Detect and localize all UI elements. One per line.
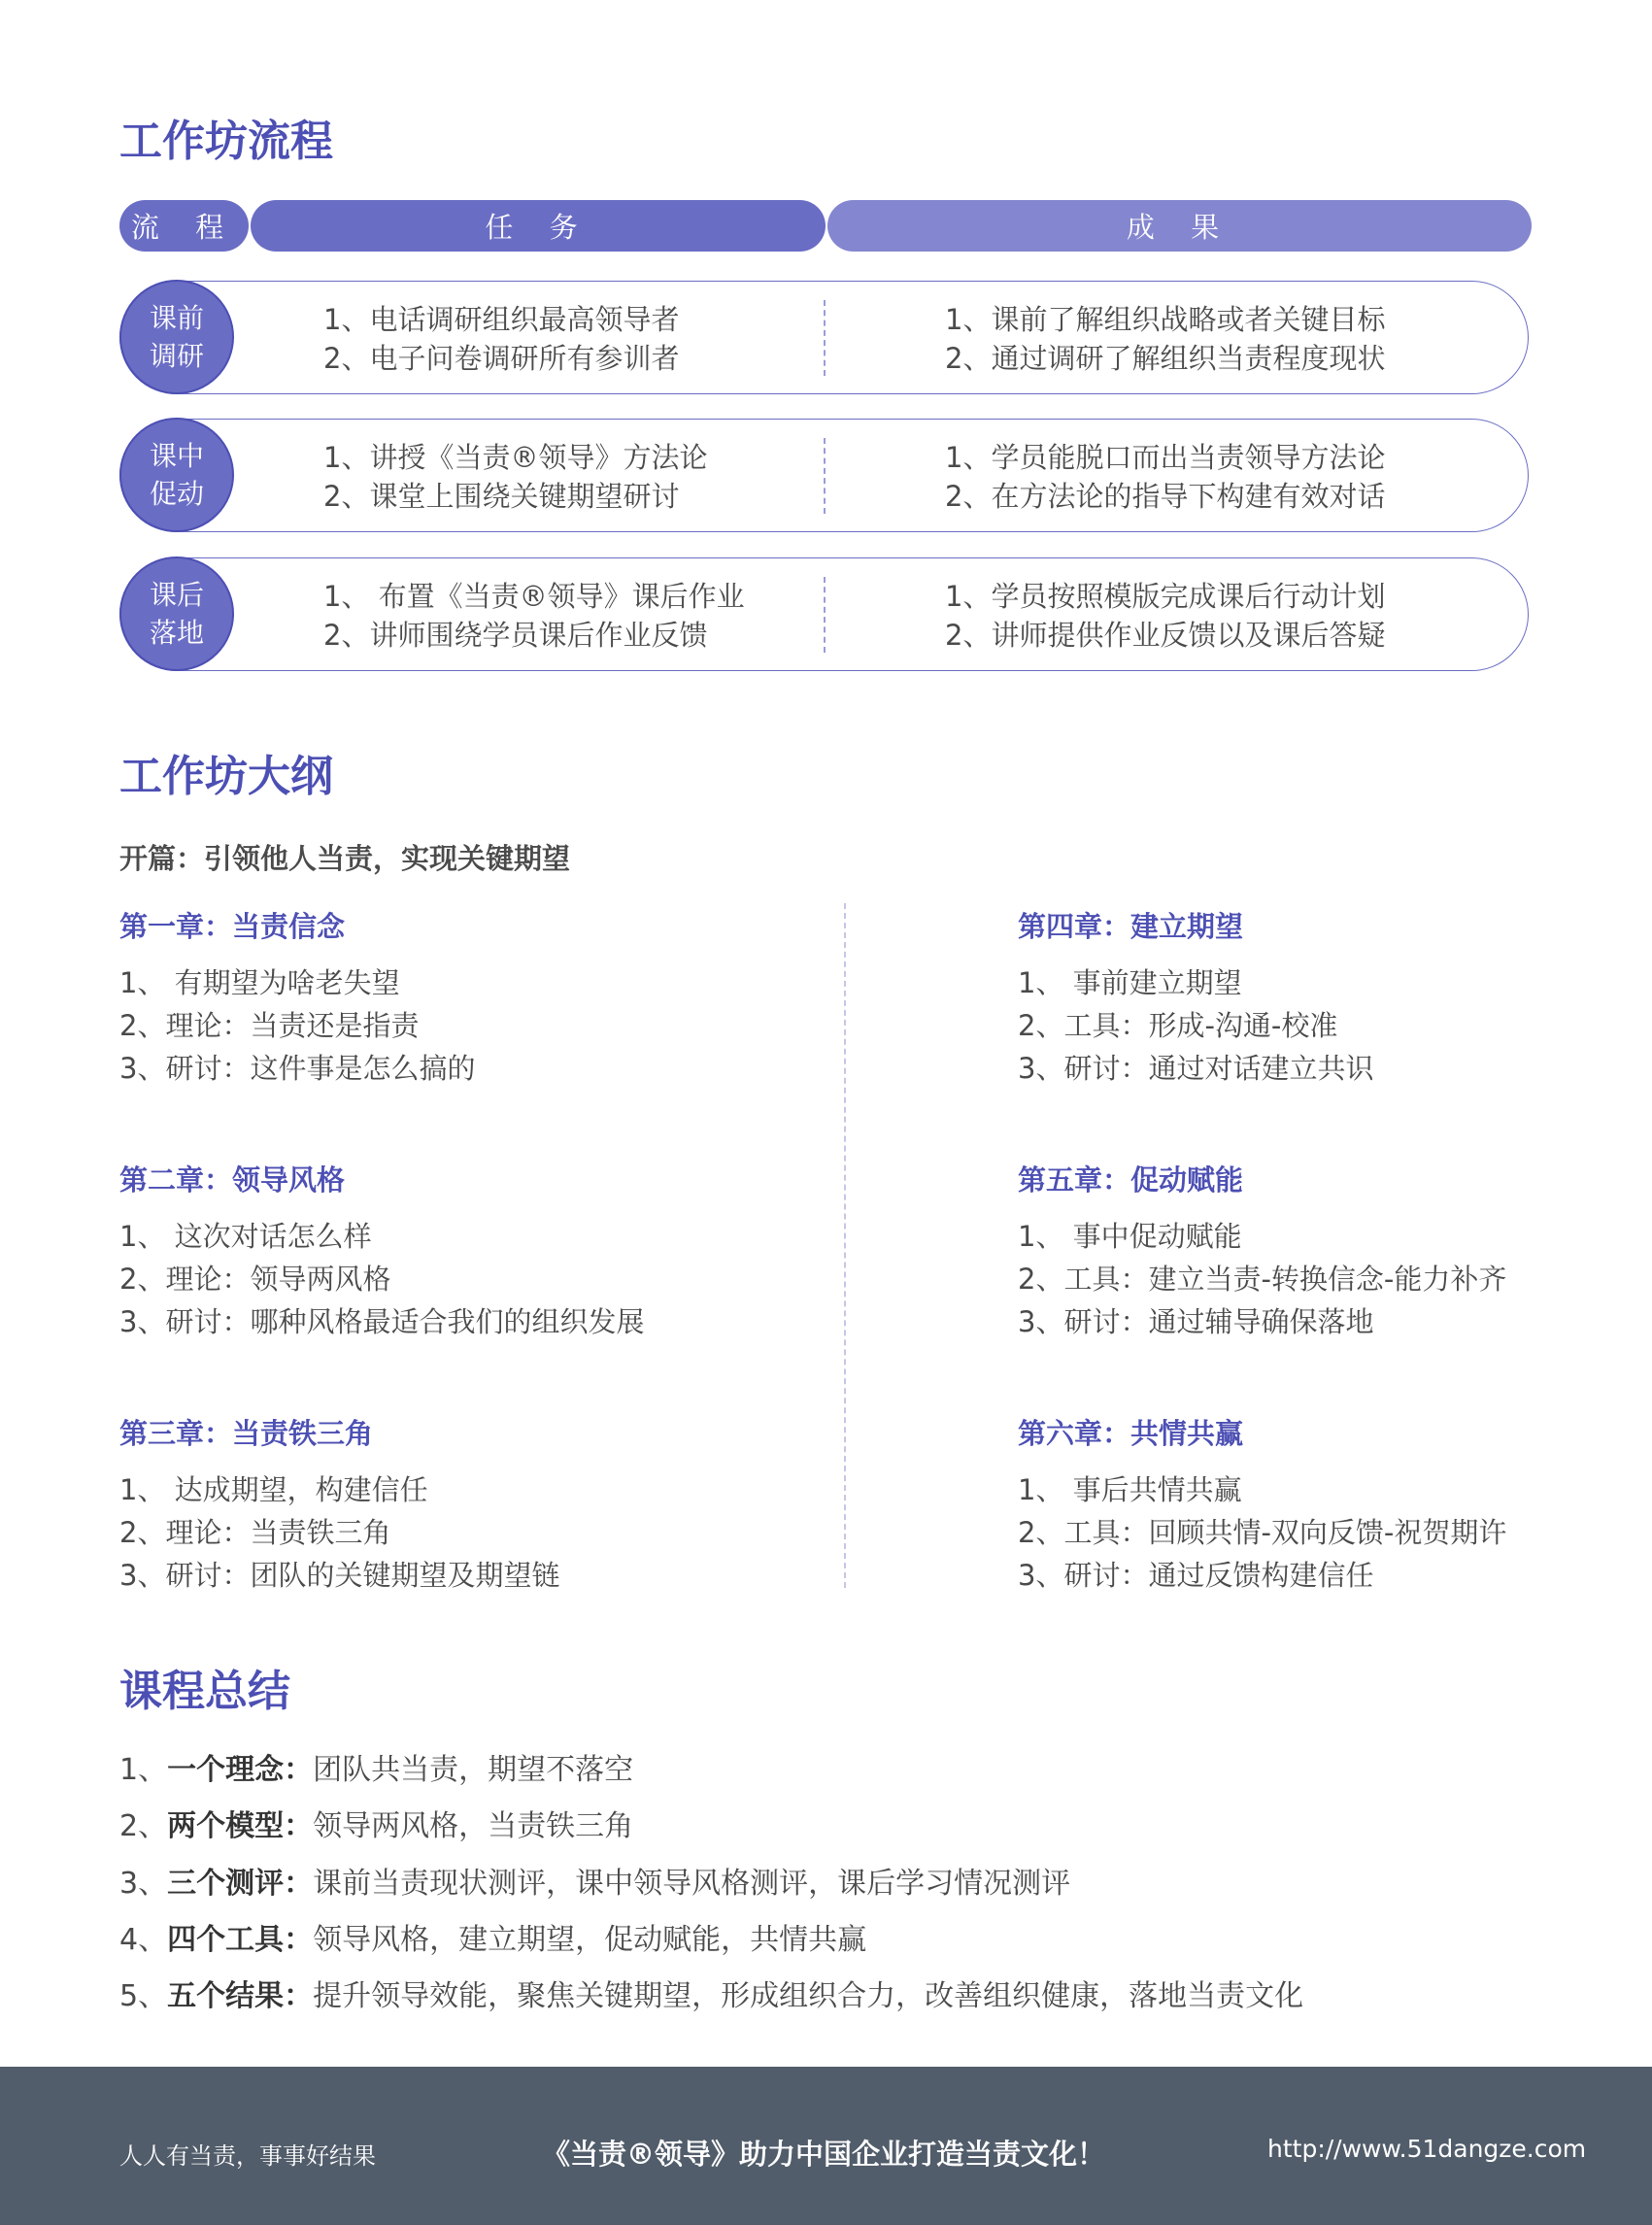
summary-item [119,1859,1070,1902]
process-row-in-class [119,419,1529,532]
chapter-item: 3、研讨：团队的关键期望及期望链 [119,1559,560,1592]
row-divider [824,577,826,653]
chapter-title: 第四章：建立期望 [1018,910,1244,943]
stage-badge [119,280,234,394]
chapter-1 [119,905,702,1090]
summary-text: 课前当责现状测评，课中领导风格测评，课后学习情况测评 [313,1867,1071,1901]
summary-text: 领导两风格，当责铁三角 [313,1809,634,1843]
chapter-title: 第一章：当责信念 [119,910,346,943]
chapter-item: 2、工具：建立当责-转换信念-能力补齐 [1018,1263,1507,1296]
task-item: 2、课堂上围绕关键期望研讨 [323,480,680,513]
chapter-title: 第三章：当责铁三角 [119,1417,374,1450]
summary-label: 两个模型： [167,1809,314,1843]
summary-num: 1、 [119,1753,168,1787]
chapter-title: 第二章：领导风格 [119,1163,346,1197]
result-list [945,300,1385,378]
footer-slogan: 人人有当责，事事好结果 [119,2142,376,2170]
task-list [323,438,707,516]
chapter-item: 2、理论：当责还是指责 [119,1009,420,1042]
summary-item [119,1802,633,1844]
process-row-post-class [119,557,1529,671]
chapter-item: 1、 这次对话怎么样 [119,1220,372,1253]
chapter-item: 1、 事后共情共赢 [1018,1473,1242,1506]
chapter-item: 2、工具：回顾共情-双向反馈-祝贺期许 [1018,1516,1507,1549]
chapter-4 [1018,905,1601,1090]
result-item: 2、讲师提供作业反馈以及课后答疑 [945,619,1386,652]
task-item: 1、 布置《当责®领导》课后作业 [323,580,745,613]
task-list [323,300,679,378]
chapter-item: 3、研讨：这件事是怎么搞的 [119,1052,476,1085]
column-divider [844,903,846,1588]
summary-item [119,1972,1303,2014]
row-divider [824,438,826,514]
summary-text: 团队共当责，期望不落空 [313,1753,634,1787]
chapter-item: 3、研讨：通过对话建立共识 [1018,1052,1374,1085]
chapter-2 [119,1159,702,1343]
chapter-6 [1018,1412,1601,1597]
header-result: 成 果 [827,200,1532,252]
section-title-process: 工作坊流程 [119,117,333,166]
task-item: 1、讲授《当责®领导》方法论 [323,441,708,474]
stage-label-line2: 落地 [149,617,204,649]
summary-label: 一个理念： [167,1753,314,1787]
chapter-item: 2、理论：当责铁三角 [119,1516,391,1549]
chapter-item: 1、 事前建立期望 [1018,966,1242,999]
header-task: 任 务 [251,200,826,252]
summary-text: 领导风格，建立期望，促动赋能，共情共赢 [313,1923,867,1957]
result-item: 2、通过调研了解组织当责程度现状 [945,342,1386,375]
footer-tagline: 《当责®领导》助力中国企业打造当责文化！ [542,2138,1106,2171]
process-row-pre-class [119,281,1529,394]
result-list [945,577,1385,655]
summary-num: 5、 [119,1979,168,2013]
stage-label-line2: 促动 [149,478,204,510]
summary-item [119,1915,866,1958]
stage-badge [119,418,234,532]
summary-num: 2、 [119,1809,168,1843]
result-item: 2、在方法论的指导下构建有效对话 [945,480,1386,513]
row-divider [824,300,826,376]
summary-text: 提升领导效能，聚焦关键期望，形成组织合力，改善组织健康，落地当责文化 [313,1979,1304,2013]
stage-label-line1: 课后 [149,579,204,611]
chapter-title: 第六章：共情共赢 [1018,1417,1244,1450]
task-item: 1、电话调研组织最高领导者 [323,303,680,336]
result-item: 1、学员能脱口而出当责领导方法论 [945,441,1386,474]
chapter-item: 1、 事中促动赋能 [1018,1220,1242,1253]
summary-num: 4、 [119,1923,168,1957]
stage-label-line2: 调研 [149,340,204,372]
result-item: 1、课前了解组织战略或者关键目标 [945,303,1386,336]
stage-badge [119,556,234,671]
stage-label-line1: 课中 [149,440,204,472]
result-item: 1、学员按照模版完成课后行动计划 [945,580,1386,613]
outline-opening: 开篇：引领他人当责，实现关键期望 [119,842,571,875]
chapter-item: 3、研讨：通过辅导确保落地 [1018,1305,1374,1338]
chapter-item: 1、 有期望为啥老失望 [119,966,400,999]
chapter-item: 2、工具：形成-沟通-校准 [1018,1009,1338,1042]
chapter-3 [119,1412,702,1597]
summary-label: 五个结果： [167,1979,314,2013]
chapter-5 [1018,1159,1601,1343]
summary-item [119,1745,633,1788]
chapter-item: 3、研讨：通过反馈构建信任 [1018,1559,1374,1592]
chapter-item: 3、研讨：哪种风格最适合我们的组织发展 [119,1305,645,1338]
task-item: 2、讲师围绕学员课后作业反馈 [323,619,708,652]
result-list [945,438,1385,516]
summary-label: 四个工具： [167,1923,314,1957]
chapter-title: 第五章：促动赋能 [1018,1163,1244,1197]
summary-num: 3、 [119,1867,168,1901]
stage-label-line1: 课前 [149,302,204,334]
section-title-summary: 课程总结 [119,1667,290,1716]
task-item: 2、电子问卷调研所有参训者 [323,342,680,375]
footer [0,2067,1652,2225]
section-title-outline: 工作坊大纲 [119,752,333,801]
task-list [323,577,745,655]
header-flow: 流 程 [119,200,249,252]
chapter-item: 1、 达成期望，构建信任 [119,1473,428,1506]
chapter-item: 2、理论：领导两风格 [119,1263,391,1296]
summary-label: 三个测评： [167,1867,314,1901]
footer-website-link[interactable]: http://www.51dangze.com [1267,2135,1587,2163]
